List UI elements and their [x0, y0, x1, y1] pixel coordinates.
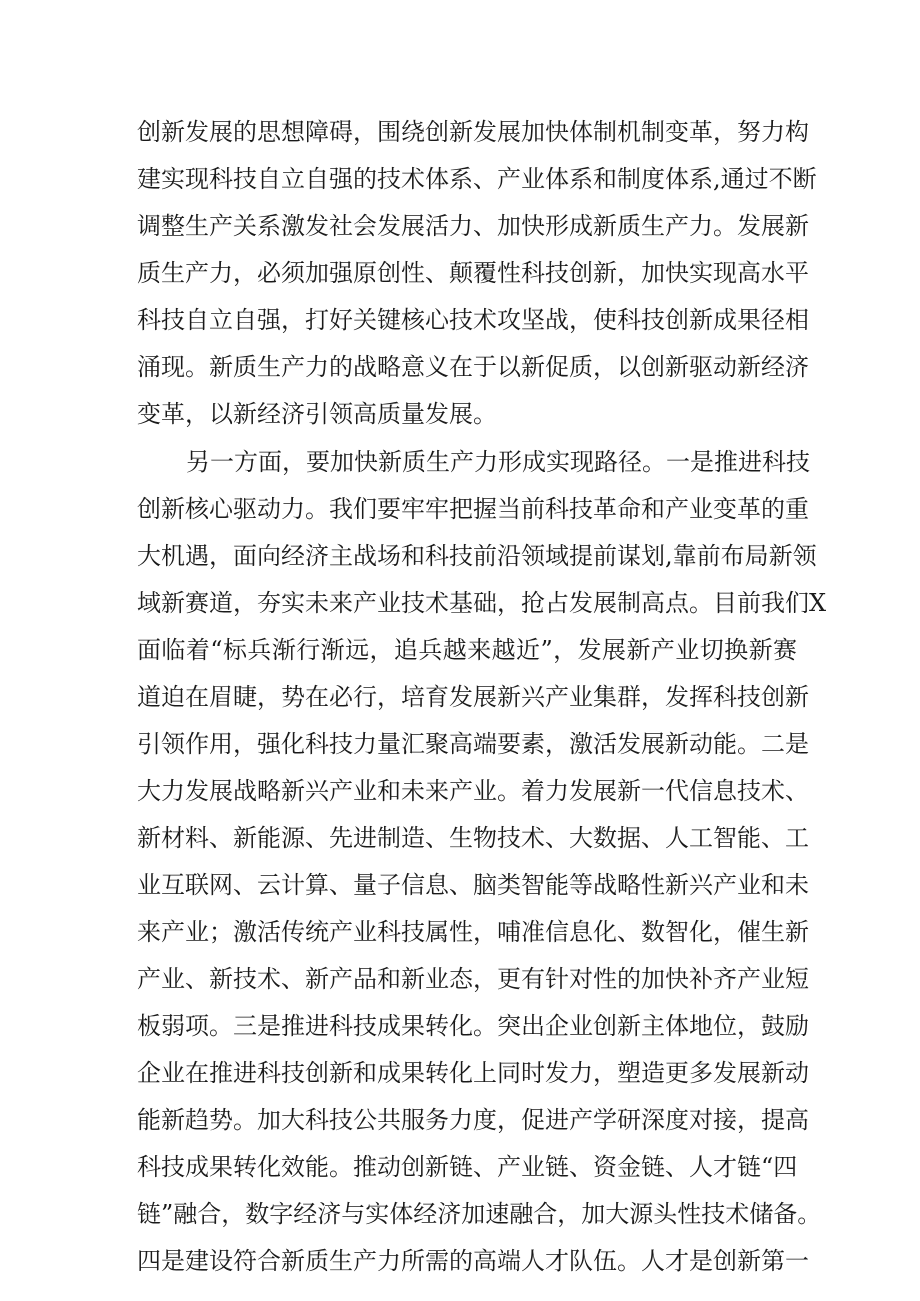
text-line: 变革，以新经济引领高质量发展。 — [137, 400, 497, 428]
paragraph-first-line: 另一方面，要加快新质生产力形成实现路径。一是推进科技 — [186, 448, 810, 476]
text-line: 业互联网、云计算、量子信息、脑类智能等战略性新兴产业和未 — [137, 871, 809, 899]
text-line: 大机遇，面向经济主战场和科技前沿领域提前谋划,靠前布局新领 — [137, 542, 817, 570]
text-line: 大力发展战略新兴产业和未来产业。着力发展新一代信息技术、 — [137, 777, 809, 805]
text-line: 四是建设符合新质生产力所需的高端人才队伍。人才是创新第一 — [137, 1247, 809, 1275]
text-line: 板弱项。三是推进科技成果转化。突出企业创新主体地位，鼓励 — [137, 1012, 809, 1040]
text-line: 域新赛道，夯实未来产业技术基础，抢占发展制高点。目前我们X — [137, 589, 827, 617]
text-line: 能新趋势。加大科技公共服务力度，促进产学研深度对接，提高 — [137, 1106, 809, 1134]
text-line: 产业、新技术、新产品和新业态，更有针对性的加快补齐产业短 — [137, 965, 809, 993]
text-line: 涌现。新质生产力的战略意义在于以新促质，以创新驱动新经济 — [137, 353, 809, 381]
text-line: 面临着“标兵渐行渐远，追兵越来越近”，发展新产业切换新赛 — [137, 636, 797, 664]
text-line: 创新核心驱动力。我们要牢牢把握当前科技革命和产业变革的重 — [137, 495, 809, 523]
text-line: 链”融合，数字经济与实体经济加速融合，加大源头性技术储备。 — [137, 1200, 822, 1228]
text-line: 调整生产关系激发社会发展活力、加快形成新质生产力。发展新 — [137, 212, 809, 240]
text-line: 科技自立自强，打好关键核心技术攻坚战，使科技创新成果径相 — [137, 306, 809, 334]
text-line: 建实现科技自立自强的技术体系、产业体系和制度体系,通过不断 — [137, 165, 817, 193]
text-line: 来产业；激活传统产业科技属性，哺准信息化、数智化，催生新 — [137, 918, 809, 946]
text-line: 创新发展的思想障碍，围绕创新发展加快体制机制变革，努力构 — [137, 118, 809, 146]
text-line: 企业在推进科技创新和成果转化上同时发力，塑造更多发展新动 — [137, 1059, 809, 1087]
text-line: 科技成果转化效能。推动创新链、产业链、资金链、人才链“四 — [137, 1153, 798, 1181]
text-line: 道迫在眉睫，势在必行，培育发展新兴产业集群，发挥科技创新 — [137, 683, 809, 711]
text-line: 新材料、新能源、先进制造、生物技术、大数据、人工智能、工 — [137, 824, 809, 852]
text-line: 引领作用，强化科技力量汇聚高端要素，激活发展新动能。二是 — [137, 730, 809, 758]
text-line: 质生产力，必须加强原创性、颠覆性科技创新，加快实现高水平 — [137, 259, 809, 287]
